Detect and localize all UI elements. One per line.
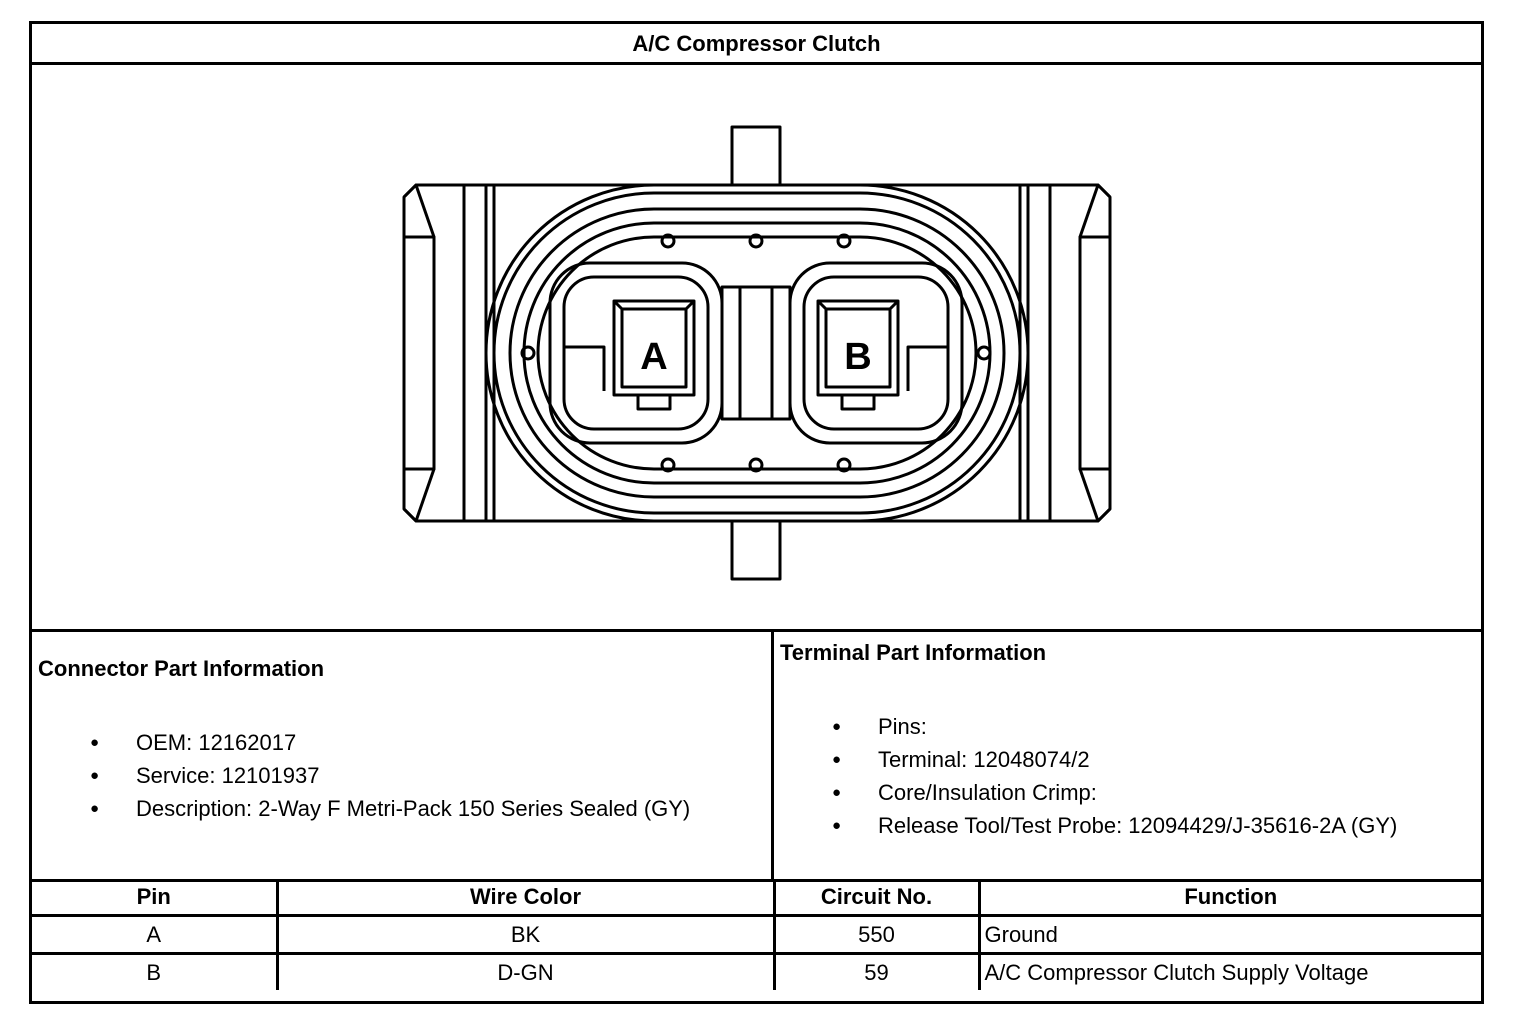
- table-header-row: [32, 879, 1481, 916]
- terminal-info-heading: Terminal Part Information: [780, 640, 1047, 665]
- header-pin: Pin: [32, 879, 277, 916]
- list-item: ● Core/Insulation Crimp:: [832, 776, 1397, 809]
- cell-pin: B: [32, 954, 277, 991]
- cavity-label-b: B: [844, 336, 872, 378]
- cell-pin: A: [32, 916, 277, 954]
- page-title: A/C Compressor Clutch: [32, 24, 1481, 65]
- connector-drawing: [32, 65, 1481, 629]
- table-row: [32, 916, 1481, 954]
- table-row: [32, 954, 1481, 991]
- list-item: ● Description: 2-Way F Metri-Pack 150 Series Sealed (GY): [90, 792, 690, 825]
- list-item: ● Service: 12101937: [90, 759, 690, 792]
- cavity-label-a: A: [640, 336, 668, 378]
- terminal-part-info: [774, 632, 1481, 879]
- connector-sheet: [29, 21, 1484, 1004]
- part-information-row: [32, 629, 1481, 882]
- list-item: ● OEM: 12162017: [90, 726, 690, 759]
- header-circuit-no: Circuit No.: [774, 879, 979, 916]
- connector-info-list: [90, 726, 690, 825]
- cell-wire-color: BK: [277, 916, 774, 954]
- list-item: ● Terminal: 12048074/2: [832, 743, 1397, 776]
- cell-wire-color: D-GN: [277, 954, 774, 991]
- terminal-info-list: [832, 710, 1397, 842]
- pin-table: [32, 879, 1481, 990]
- connector-part-info: [32, 632, 774, 879]
- cell-function: A/C Compressor Clutch Supply Voltage: [979, 954, 1481, 991]
- header-wire-color: Wire Color: [277, 879, 774, 916]
- connector-face-illustration: [32, 65, 1481, 629]
- cell-function: Ground: [979, 916, 1481, 954]
- connector-info-heading: Connector Part Information: [38, 656, 325, 681]
- cell-circuit-no: 59: [774, 954, 979, 991]
- cell-circuit-no: 550: [774, 916, 979, 954]
- list-item: ● Release Tool/Test Probe: 12094429/J-35616-2A (GY): [832, 809, 1397, 842]
- header-function: Function: [979, 879, 1481, 916]
- list-item: ● Pins:: [832, 710, 1397, 743]
